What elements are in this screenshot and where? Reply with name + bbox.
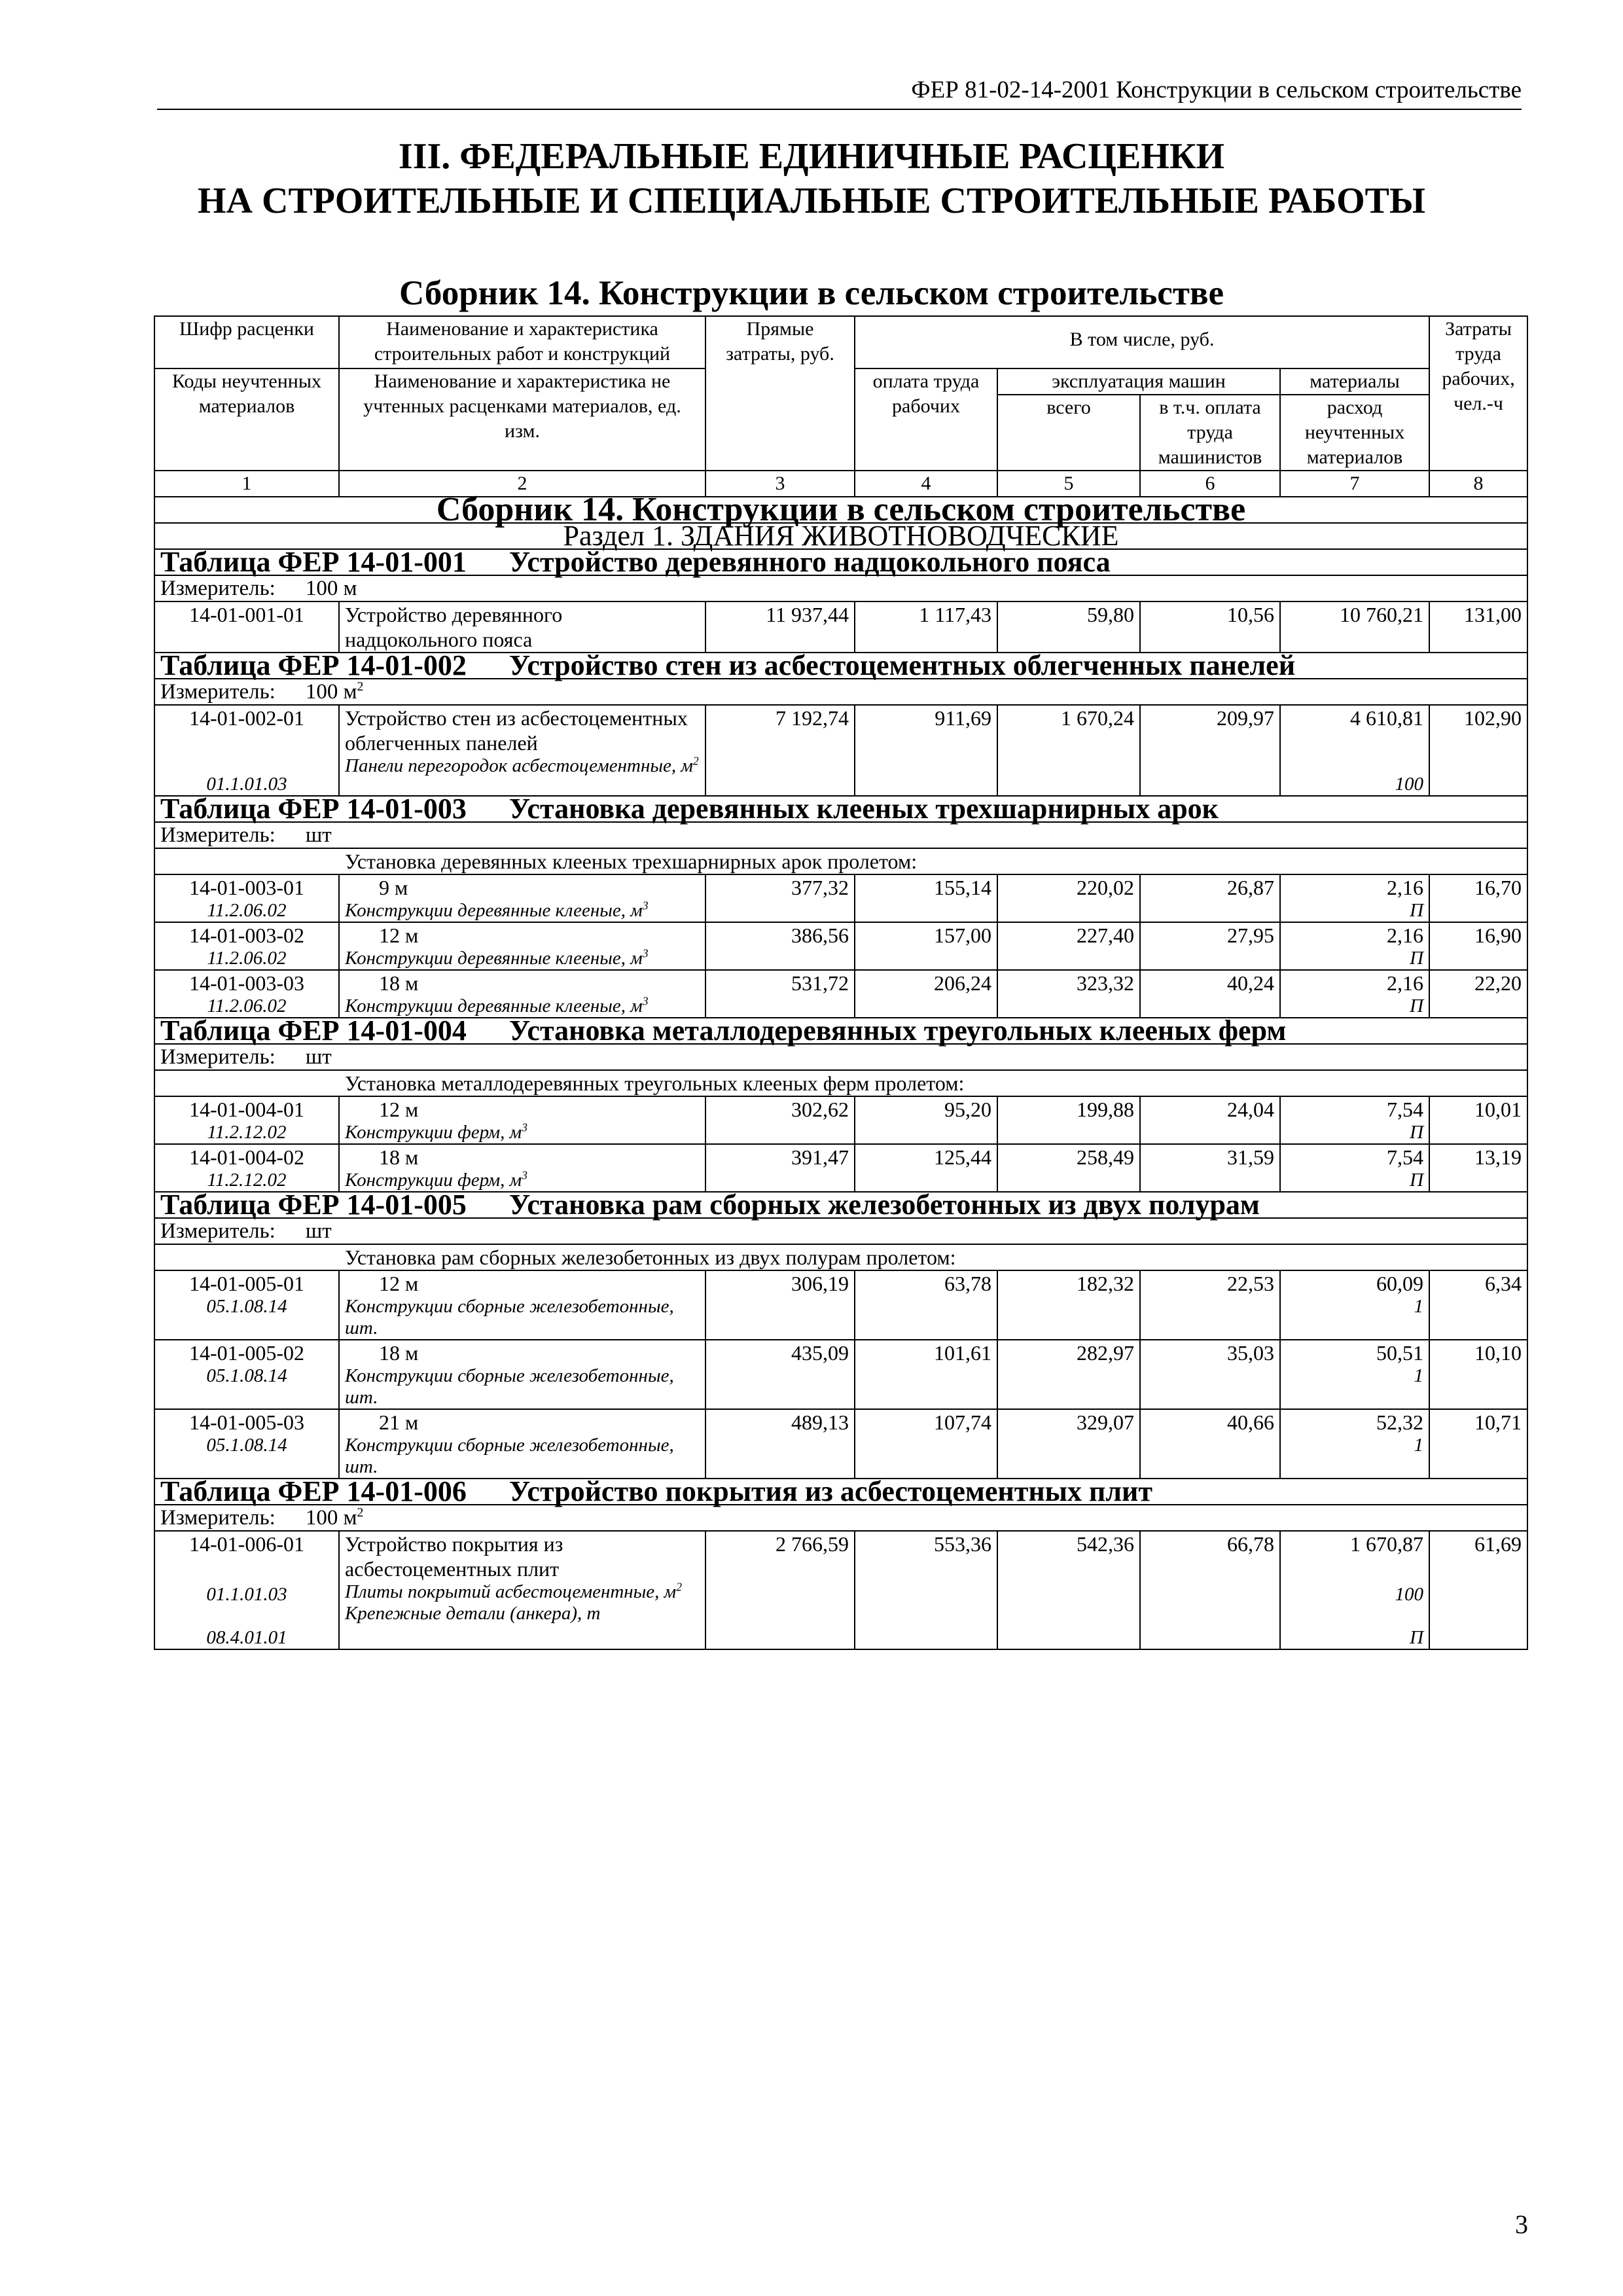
subheading: Установка деревянных клееных трехшарнирных арок пролетом: [154,848,1527,874]
materials-cost [1280,1409,1429,1479]
labor-hours: 10,01 [1429,1096,1527,1144]
table-title [154,649,1527,681]
measure [154,822,1527,848]
rate-code [154,1531,339,1649]
header-name-top: Наименование и характеристика строительных работ и конструкций [339,316,705,368]
collection-title: Сборник 14. Конструкции в сельском строительстве [399,274,1224,312]
material-code: 11.2.12.02 [207,1122,287,1143]
table-row [154,874,1527,922]
table-title [154,1475,1527,1507]
direct-cost: 377,32 [705,874,855,922]
labor-pay: 63,78 [855,1270,997,1340]
table-row [154,1409,1527,1479]
running-header: ФЕР 81-02-14-2001 Конструкции в сельском строительстве [157,72,1522,110]
rate-name [339,1531,705,1649]
rate-code-value: 14-01-003-02 [189,924,304,947]
section-collection-row [154,497,1527,523]
span-size: 9 м [379,876,408,899]
table-id: Таблица ФЕР 14-01-003 [160,793,467,825]
measure-row [154,575,1527,601]
rate-name [339,1270,705,1340]
machinist-pay: 35,03 [1140,1340,1280,1409]
machinist-pay: 209,97 [1140,705,1280,796]
material-name-text: Конструкции деревянные клееные, м [345,948,643,969]
material-code: 08.4.01.01 [206,1627,287,1648]
subheading-row [154,1070,1527,1096]
rate-code-value: 14-01-005-01 [189,1272,304,1295]
material-sup: 2 [692,754,699,768]
material-qty: 1 [1414,1296,1424,1317]
table-row [154,1270,1527,1340]
labor-pay: 95,20 [855,1096,997,1144]
rate-name [339,970,705,1018]
labor-pay: 1 117,43 [855,601,997,653]
materials-cost [1280,970,1429,1018]
column-number: 6 [1140,471,1280,497]
rate-code [154,705,339,796]
table-id: Таблица ФЕР 14-01-002 [160,649,467,681]
header-codes: Коды неучтенных материалов [154,368,339,471]
subheading-row [154,848,1527,874]
table-title [154,1014,1527,1047]
machine-cost: 258,49 [997,1144,1140,1192]
span-size: 12 м [379,924,419,947]
rate-name-value: Устройство стен из асбестоцементных облегченных панелей [345,706,688,755]
column-number: 7 [1280,471,1429,497]
direct-cost: 391,47 [705,1144,855,1192]
header-total: всего [997,395,1140,471]
materials-cost-value: 4 610,81 [1350,706,1424,730]
machine-cost: 329,07 [997,1409,1140,1479]
material-name: Конструкции сборные железобетонные, шт. [345,1365,674,1408]
machinist-pay: 66,78 [1140,1531,1280,1649]
rate-name [339,1096,705,1144]
table-row [154,601,1527,653]
material-qty: П [1410,1122,1424,1143]
material-code: 01.1.01.03 [206,1584,287,1605]
direct-cost: 531,72 [705,970,855,1018]
table-id: Таблица ФЕР 14-01-001 [160,546,467,578]
materials-cost-value: 2,16 [1387,971,1424,995]
material-sup: 3 [522,1121,527,1134]
header-cipher: Шифр расценки [154,316,339,368]
material-qty: П [1410,1627,1424,1648]
material-qty: 1 [1414,1365,1424,1386]
column-number: 4 [855,471,997,497]
materials-cost [1280,874,1429,922]
material-name-text: Панели перегородок асбестоцементные, м [345,755,693,776]
material-sup: 3 [642,946,649,960]
header-labor-pay: оплата труда рабочих [855,368,997,471]
table-title [154,546,1527,578]
measure [154,575,1527,601]
measure [154,1218,1527,1244]
rate-code [154,1096,339,1144]
measure-label: Измеритель: [160,823,276,847]
subheading-row [154,1244,1527,1270]
labor-pay: 157,00 [855,922,997,970]
column-number: 2 [339,471,705,497]
material-name-text: Конструкции деревянные клееные, м [345,900,643,921]
materials-cost [1280,1270,1429,1340]
machine-cost: 542,36 [997,1531,1140,1649]
header-labor-cost: Затраты труда рабочих, чел.-ч [1429,316,1527,471]
table-title [154,1189,1527,1221]
machinist-pay: 27,95 [1140,922,1280,970]
materials-cost [1280,705,1429,796]
labor-hours: 16,90 [1429,922,1527,970]
rate-name [339,874,705,922]
rate-code-value: 14-01-006-01 [189,1532,304,1556]
direct-cost: 435,09 [705,1340,855,1409]
table-row [154,1096,1527,1144]
measure-unit: 100 м [305,680,357,704]
machinist-pay: 40,66 [1140,1409,1280,1479]
labor-hours: 131,00 [1429,601,1527,653]
machine-cost: 59,80 [997,601,1140,653]
material-qty: П [1410,948,1424,969]
machine-cost: 220,02 [997,874,1140,922]
material-qty: 1 [1414,1435,1424,1456]
table-title-row [154,549,1527,575]
table-name: Установка металлодеревянных треугольных клееных ферм [508,1014,1287,1047]
material-qty: П [1410,900,1424,921]
table-name: Устройство деревянного надцокольного пояса [508,546,1111,578]
labor-pay: 107,74 [855,1409,997,1479]
span-size: 12 м [379,1272,419,1295]
labor-pay: 206,24 [855,970,997,1018]
rate-code [154,922,339,970]
materials-cost [1280,922,1429,970]
measure-unit: 100 м [305,577,357,600]
section-collection: Сборник 14. Конструкции в сельском строительстве [154,497,1527,523]
table-id: Таблица ФЕР 14-01-006 [160,1475,467,1507]
page-number: 3 [1515,2210,1528,2239]
table-title-row [154,653,1527,679]
labor-hours: 102,90 [1429,705,1527,796]
direct-cost: 302,62 [705,1096,855,1144]
machine-cost: 199,88 [997,1096,1140,1144]
material-sup: 2 [676,1580,682,1594]
material-name [345,755,700,777]
header-name-bottom: Наименование и характеристика не учтенных расценками материалов, ед. изм. [339,368,705,471]
header-machinist-pay: в т.ч. оплата труда машинистов [1140,395,1280,471]
material-name: Крепежные детали (анкера), т [345,1603,601,1624]
direct-cost: 2 766,59 [705,1531,855,1649]
table-title-row [154,1018,1527,1044]
material-name [345,1122,700,1143]
rate-code: 14-01-001-01 [154,601,339,653]
span-size: 18 м [379,1341,419,1365]
materials-cost [1280,1144,1429,1192]
machinist-pay: 10,56 [1140,601,1280,653]
rate-name [339,1409,705,1479]
measure [154,679,1527,705]
material-qty: 100 [1395,1584,1424,1605]
material-sup: 3 [642,899,649,912]
unit-sup: 2 [357,679,364,694]
unit-sup: 2 [357,1505,364,1520]
machine-cost: 1 670,24 [997,705,1140,796]
rate-code-value: 14-01-005-02 [189,1341,304,1365]
direct-cost: 306,19 [705,1270,855,1340]
rate-code [154,1270,339,1340]
material-sup: 3 [642,994,649,1008]
table-title [154,793,1527,825]
rate-code-value: 14-01-003-01 [189,876,304,899]
labor-hours: 10,10 [1429,1340,1527,1409]
materials-cost-value: 7,54 [1387,1098,1424,1121]
labor-hours: 10,71 [1429,1409,1527,1479]
rate-name-value: Устройство покрытия из асбестоцементных плит [345,1532,563,1581]
materials-cost-value: 50,51 [1376,1341,1424,1365]
span-size: 18 м [379,971,419,995]
rate-code-value: 14-01-003-03 [189,971,304,995]
rates-table [154,315,1528,1650]
subheading: Установка металлодеревянных треугольных клееных ферм пролетом: [154,1070,1527,1096]
measure-label: Измеритель: [160,680,276,704]
material-code: 05.1.08.14 [206,1435,287,1456]
measure-row [154,679,1527,705]
span-size: 21 м [379,1410,419,1434]
table-row [154,1144,1527,1192]
machinist-pay: 24,04 [1140,1096,1280,1144]
labor-hours: 16,70 [1429,874,1527,922]
rate-name [339,1144,705,1192]
measure-row [154,1044,1527,1070]
span-size: 18 м [379,1145,419,1169]
table-row [154,922,1527,970]
table-row [154,705,1527,796]
table-name: Установка рам сборных железобетонных из двух полурам [508,1189,1260,1221]
material-sup: 3 [522,1168,527,1182]
materials-cost [1280,1096,1429,1144]
header-direct: Прямые затраты, руб. [705,316,855,471]
machinist-pay: 22,53 [1140,1270,1280,1340]
table-name: Устройство стен из асбестоцементных облегченных панелей [508,649,1296,681]
materials-cost [1280,1340,1429,1409]
measure-label: Измеритель: [160,1506,276,1530]
measure-row [154,1505,1527,1531]
column-number: 1 [154,471,339,497]
rate-code [154,1409,339,1479]
table-name: Установка деревянных клееных трехшарнирных арок [508,793,1219,825]
materials-cost-value: 52,32 [1376,1410,1424,1434]
material-qty: 100 [1395,774,1424,795]
rate-code-value: 14-01-004-01 [189,1098,304,1121]
material-name-text: Конструкции ферм, м [345,1170,522,1191]
rate-code-value: 14-01-005-03 [189,1410,304,1434]
measure-row [154,822,1527,848]
measure-unit: 100 м [305,1506,357,1530]
subheading: Установка рам сборных железобетонных из двух полурам пролетом: [154,1244,1527,1270]
material-name-text: Конструкции ферм, м [345,1122,522,1143]
rate-code [154,1340,339,1409]
direct-cost: 386,56 [705,922,855,970]
material-code: 11.2.06.02 [207,996,287,1016]
material-code: 05.1.08.14 [206,1365,287,1386]
rate-name [339,922,705,970]
measure-label: Измеритель: [160,1219,276,1243]
machinist-pay: 31,59 [1140,1144,1280,1192]
materials-cost-value: 60,09 [1376,1272,1424,1295]
rate-code-value: 14-01-002-01 [189,706,304,730]
table-id: Таблица ФЕР 14-01-005 [160,1189,467,1221]
material-name [345,948,700,969]
column-number: 3 [705,471,855,497]
direct-cost: 7 192,74 [705,705,855,796]
main-title-line1: III. ФЕДЕРАЛЬНЫЕ ЕДИНИЧНЫЕ РАСЦЕНКИ [398,136,1225,177]
table-row [154,1340,1527,1409]
material-qty: П [1410,996,1424,1016]
material-qty: П [1410,1170,1424,1191]
section-title-row [154,523,1527,549]
direct-cost: 489,13 [705,1409,855,1479]
main-title-line2: НА СТРОИТЕЛЬНЫЕ И СПЕЦИАЛЬНЫЕ СТРОИТЕЛЬНЫЕ РАБОТЫ [198,181,1425,221]
material-code: 05.1.08.14 [206,1296,287,1317]
header-materials-use: расход неучтенных материалов [1280,395,1429,471]
material-name-text: Конструкции деревянные клееные, м [345,996,643,1016]
measure-row [154,1218,1527,1244]
header-incl: В том числе, руб. [855,316,1429,368]
material-code: 11.2.12.02 [207,1170,287,1191]
materials-cost [1280,1531,1429,1649]
machinist-pay: 40,24 [1140,970,1280,1018]
materials-cost-value: 2,16 [1387,876,1424,899]
material-name: Конструкции сборные железобетонные, шт. [345,1435,674,1477]
section-title: Раздел 1. ЗДАНИЯ ЖИВОТНОВОДЧЕСКИЕ [154,523,1527,549]
material-code: 11.2.06.02 [207,900,287,921]
material-name-text: Плиты покрытий асбестоцементные, м [345,1581,677,1602]
measure-unit: шт [305,1045,332,1069]
rate-name: Устройство деревянного надцокольного пояса [339,601,705,653]
labor-hours: 22,20 [1429,970,1527,1018]
header-materials: материалы [1280,368,1429,395]
table-row [154,1531,1527,1649]
material-code: 11.2.06.02 [207,948,287,969]
table-name: Устройство покрытия из асбестоцементных плит [508,1475,1153,1507]
machinist-pay: 26,87 [1140,874,1280,922]
header-machines: эксплуатация машин [997,368,1280,395]
table-row [154,970,1527,1018]
measure-unit: шт [305,823,332,847]
column-number: 8 [1429,471,1527,497]
labor-pay: 553,36 [855,1531,997,1649]
main-title [0,134,1623,223]
material-code: 01.1.01.03 [206,774,287,795]
material-name: Конструкции сборные железобетонные, шт. [345,1296,674,1338]
labor-pay: 101,61 [855,1340,997,1409]
table-id: Таблица ФЕР 14-01-004 [160,1014,467,1047]
header-row-1 [154,316,1527,368]
direct-cost: 11 937,44 [705,601,855,653]
material-name [345,1581,700,1603]
machine-cost: 182,32 [997,1270,1140,1340]
span-size: 12 м [379,1098,419,1121]
labor-pay: 125,44 [855,1144,997,1192]
labor-hours: 61,69 [1429,1531,1527,1649]
table-title-row [154,1479,1527,1505]
table-title-row [154,796,1527,822]
measure-label: Измеритель: [160,577,276,600]
measure-unit: шт [305,1219,332,1243]
material-name [345,900,700,922]
rate-name [339,1340,705,1409]
labor-hours: 6,34 [1429,1270,1527,1340]
measure-label: Измеритель: [160,1045,276,1069]
materials-cost-value: 7,54 [1387,1145,1424,1169]
rate-code [154,874,339,922]
materials-cost-value: 2,16 [1387,924,1424,947]
measure [154,1044,1527,1070]
column-number: 5 [997,471,1140,497]
machine-cost: 323,32 [997,970,1140,1018]
rate-code-value: 14-01-004-02 [189,1145,304,1169]
rate-name [339,705,705,796]
materials-cost: 10 760,21 [1280,601,1429,653]
materials-cost-value: 1 670,87 [1350,1532,1424,1556]
rate-code [154,970,339,1018]
labor-pay: 911,69 [855,705,997,796]
machine-cost: 282,97 [997,1340,1140,1409]
labor-hours: 13,19 [1429,1144,1527,1192]
table-title-row [154,1192,1527,1218]
measure [154,1505,1527,1531]
labor-pay: 155,14 [855,874,997,922]
rate-code [154,1144,339,1192]
machine-cost: 227,40 [997,922,1140,970]
